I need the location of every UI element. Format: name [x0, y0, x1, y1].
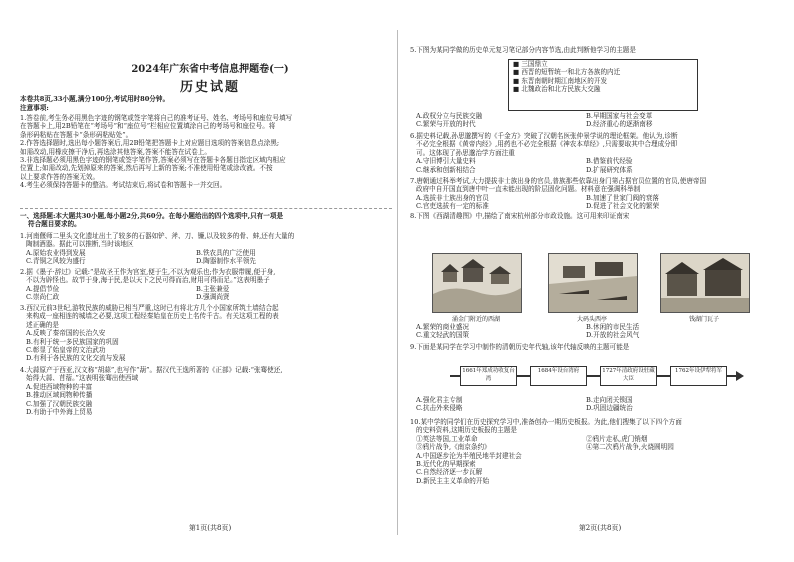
question-stem-line: 10.某中学的同学们在历史探究学习中,准备创办一期历史板报。为此,他们搜集了以下四个方面: [410, 418, 682, 426]
question-4: [20, 366, 392, 416]
option-b[interactable]: B.近代化的早期探索: [416, 460, 476, 469]
question-stem-line: 7.唐朝通过科举考试,大力提拔非士族出身的官员,普族那些依靠出身门第占据官员位置的官员,使唐帝国: [410, 177, 707, 185]
note-line: 在答题卡上,用2B铅笔在“考场号”和“座位号”栏相应位置填涂自己的考场号和座位号。将: [20, 122, 276, 131]
note-line: 以上要求作答的答案无效。: [20, 172, 100, 181]
note-line: 条形码粘贴在答题卡“条形码粘贴处”。: [20, 130, 133, 139]
notes-box: [508, 59, 698, 111]
option-d[interactable]: D.陶器制作水平领先: [196, 257, 256, 266]
notes-title: 注意事项:: [20, 104, 49, 112]
question-stem-line: 不必完全根据《黄帝内经》,用药也不必完全根据《神农本草经》,只需要取其中合理成分即: [416, 140, 678, 149]
box-item: ■ 东晋南朝时期江南地区的开发: [513, 76, 608, 85]
timeline-event: 1727年清政府设驻藏大臣: [600, 366, 657, 386]
material-item: ④第二次鸦片战争,火烧圆明园: [586, 443, 674, 452]
option-c[interactable]: C.自然经济逐一步瓦解: [416, 468, 483, 477]
question-stem-line: 述正确的是: [26, 320, 59, 329]
question-7: [410, 177, 782, 211]
option-a[interactable]: A.提倡节俭: [26, 284, 60, 293]
option-d[interactable]: D.扩展研究体系: [586, 165, 633, 174]
option-c[interactable]: C.繁荣与开放的时代: [416, 120, 476, 129]
question-stem-line: 始得大蒜、苜蓿。”这表明张骞出使西域: [26, 374, 139, 383]
option-a[interactable]: A.繁荣的商业盛况: [416, 323, 470, 331]
option-c[interactable]: C.继承和创新相结合: [416, 165, 476, 174]
option-d[interactable]: D.开放的社会风气: [586, 331, 640, 340]
note-line: 位置上;如需改动,先划掉原来的答案,然后再写上新的答案;不准使用铅笔或涂改液。不按: [20, 164, 273, 173]
option-c[interactable]: C.彰显了始皇帝的文治武功: [26, 346, 106, 355]
box-item: ■ 三国鼎立: [513, 60, 548, 68]
question-9-stem: [410, 343, 782, 351]
question-stem-line: 政府中自开国直到唐中叶一直未能出现的阶层固化问题。材料意在强调科举制: [416, 185, 641, 194]
option-d[interactable]: D.经济重心的逐渐南移: [586, 120, 653, 129]
material-item: ③鸦片战争,《南京条约》: [416, 443, 491, 452]
option-c[interactable]: C.抗击外来侵略: [416, 404, 463, 413]
page-number-right: 第2页(共8页): [578, 524, 622, 532]
caption-2: 大码头西亭: [576, 316, 607, 323]
exam-title: 2024年广东省中考信息押题卷(一): [131, 64, 289, 75]
option-d[interactable]: D.强调尚贤: [196, 293, 230, 302]
option-b[interactable]: B.加速了世家门阀的衰落: [586, 193, 659, 202]
option-c[interactable]: C.加强了汉朝民族交融: [26, 399, 93, 408]
question-3: [20, 304, 392, 363]
option-c[interactable]: C.崇尚仁政: [26, 293, 60, 302]
painting-big-wharf: [548, 253, 638, 313]
option-d[interactable]: D.巩固边疆统治: [586, 404, 633, 413]
timeline-arrow: [736, 371, 744, 381]
option-a[interactable]: A.政权分立与民族交融: [416, 112, 483, 120]
question-stem-line: 9.下面是某同学在学习中制作的清朝历史年代轴,该年代轴反映的主题可能是: [410, 343, 630, 351]
question-stem-line: 1.河南偃师二里头文化遗址出土了较多的石器如铲、斧、刀、镰,以及较多的骨、蚌,还有大量的: [20, 232, 295, 240]
option-b[interactable]: B.主张兼爱: [196, 284, 230, 293]
question-stem-line: 5.下图为某同学做的历史单元复习笔记部分内容节选,由此判断他学习的主题是: [410, 46, 636, 54]
option-b[interactable]: B.早期国家与社会变革: [586, 112, 653, 120]
question-8-options: [416, 323, 782, 340]
question-stem-line: 6.据史料记载,孙思邈撰写的《千金方》突破了汉朝名医张仲景学说的理论框架。他认为,诊断: [410, 132, 678, 140]
timeline-event: 1762年设伊犁将军: [670, 366, 727, 386]
option-c[interactable]: C.重文轻武的国策: [416, 331, 470, 340]
subject-title: 历史试题: [179, 80, 240, 95]
question-stem-line: 可。这体现了孙思邈治学方面注重: [416, 148, 515, 157]
timeline-event: 1661年郑成功收复台湾: [460, 366, 517, 386]
option-a[interactable]: A.强化君主专制: [416, 396, 463, 404]
question-stem-line: 来构成一座相连的城墙之必要,这项工程经秦始皇在历史上名传千古。有关这项工程的表: [26, 312, 279, 321]
notes-block: [20, 114, 390, 190]
option-b[interactable]: B.休闲的市民生活: [586, 323, 640, 331]
section1-heading: [20, 212, 392, 229]
caption-1: 涌金门附近的西湖: [451, 316, 500, 323]
option-c[interactable]: C.官吏选拔有一定的标准: [416, 202, 489, 211]
exam-summary: 本卷共8页,33小题,满分100分,考试用时80分钟。: [20, 95, 170, 103]
question-1: [20, 232, 392, 266]
option-d[interactable]: D.有助于中外海上贸易: [26, 408, 93, 417]
note-line: 3.非选择题必须用黑色字迹的钢笔或签字笔作答,答案必须写在答题卡各题目指定区域内相应: [20, 156, 286, 165]
question-2: [20, 268, 392, 302]
question-5-stem: [410, 46, 782, 54]
page-number-left: 第1页(共8页): [188, 524, 232, 532]
section-rule: [20, 208, 392, 209]
question-stem-line: 4.大蒜原产于西亚,汉文称“胡蒜”,也写作“葫”。据汉代王逸所著的《正部》记载:“张骞使还,: [20, 366, 283, 374]
question-stem-line: 不以为辟怪也。故节于身,海于民,是以天下之民可得而治,财用可得而足。”这表明墨子: [26, 276, 270, 285]
question-stem-line: 的史料资料,这期历史板报的主题是: [416, 426, 518, 435]
option-c[interactable]: C.青铜之风较为盛行: [26, 257, 86, 266]
painting-qianhu-gate: [660, 253, 750, 313]
question-9-options: [416, 396, 782, 413]
option-b[interactable]: B.借鉴前代经验: [586, 157, 633, 166]
right-page: [410, 0, 790, 562]
question-stem-line: 2.据《墨子·辞过》记载:“是故圣王作为宫室,便于生,不以为观乐也;作为衣服带履,便于身,: [20, 268, 276, 276]
timeline-event: 1684年设台湾府: [530, 366, 587, 386]
question-6: [410, 132, 782, 174]
option-a[interactable]: A.促进西域物种的丰富: [26, 382, 93, 391]
section-heading-line: 符合题目要求的。: [28, 220, 81, 229]
question-10: [410, 418, 782, 485]
caption-3: 钱湖门瓦子: [688, 316, 719, 323]
material-item: ①英法等国,工业革命: [416, 434, 478, 443]
option-b[interactable]: B.走向闭关锁国: [586, 396, 633, 404]
note-line: 1.答卷前,考生务必用黑色字迹的钢笔或签字笔将自己的准考证号、姓名、考场号和座位号填写: [20, 114, 293, 122]
note-line: 如需改动,用橡皮擦干净后,再选涂其他答案,答案不能答在试卷上。: [20, 147, 211, 156]
note-line: 2.作答选择题时,选出每小题答案后,用2B铅笔把答题卡上对应题目选项的答案信息点涂黑;: [20, 139, 280, 148]
option-d[interactable]: D.有利于各民族的文化交流与发展: [26, 354, 126, 363]
material-item: ②鸦片走私,虎门销烟: [586, 434, 648, 443]
option-a[interactable]: A.原始农业得到发展: [26, 248, 86, 257]
option-a[interactable]: A.守旧博引大量史料: [416, 157, 476, 166]
question-stem-line: 8.下图《西湖清趣图》中,描绘了南宋杭州部分市政设施。这可用来印证南宋: [410, 212, 630, 220]
question-stem-line: 3.西汉元前3世纪,游牧民族的威胁已相当严重,这时已有将北方几个小国家所筑土墙结合起: [20, 304, 279, 312]
option-b[interactable]: B.铁农具的广泛使用: [196, 248, 256, 257]
section-heading-line: 一、选择题:本大题共30小题,每小题2分,共60分。在每小题给出的四个选项中,只有一项是: [20, 212, 284, 220]
question-5-options: [416, 112, 782, 129]
question-8-stem: [410, 212, 782, 220]
option-a[interactable]: A.中国逐步沦为半殖民地半封建社会: [416, 451, 522, 460]
option-d[interactable]: D.促进了社会文化的繁荣: [586, 202, 660, 211]
option-b[interactable]: B.推动区域间物种传播: [26, 391, 93, 400]
left-page: [20, 0, 400, 562]
option-a[interactable]: A.选拔非士族出身的官员: [416, 193, 489, 202]
option-d[interactable]: D.新民主主义革命的开始: [416, 476, 490, 485]
box-item: ■ 西晋的短暂统一和北方各族的内迁: [513, 68, 621, 77]
question-stem-line: 陶制酒器。据此可以推断,当时该地区: [26, 240, 134, 249]
painting-west-lake: [432, 253, 522, 313]
box-item: ■ 北魏政治和北方民族大交融: [513, 85, 601, 94]
note-line: 4.考生必须保持答题卡的整洁。考试结束后,将试卷和答题卡一并交回。: [20, 181, 227, 190]
option-b[interactable]: B.有利于统一多民族国家的巩固: [26, 337, 119, 346]
option-a[interactable]: A.反映了秦帝国的长治久安: [26, 329, 106, 338]
